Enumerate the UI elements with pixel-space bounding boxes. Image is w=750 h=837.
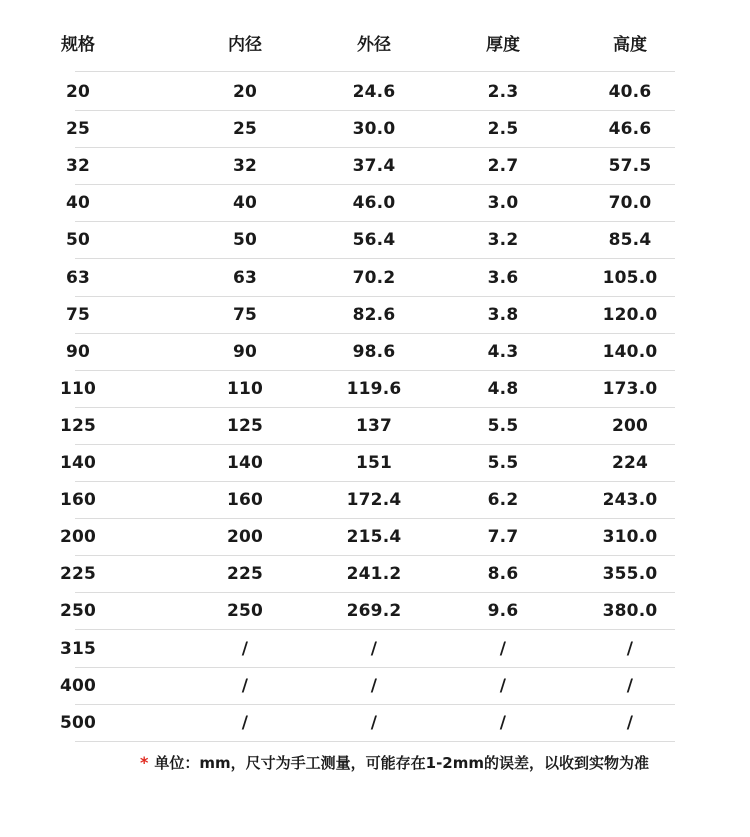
cell-outer-diameter: 56.4: [352, 230, 396, 251]
cell-outer-diameter: 137: [355, 415, 393, 436]
cell-height: 70.0: [608, 193, 652, 214]
cell-spec: 200: [59, 527, 97, 548]
cell-height: 120.0: [602, 304, 658, 325]
cell-thickness: 3.8: [487, 304, 519, 325]
cell-spec: 32: [65, 156, 91, 177]
cell-spec: 25: [65, 119, 91, 140]
cell-height: 173.0: [602, 378, 658, 399]
table-row: [65, 74, 675, 111]
cell-thickness: 8.6: [487, 564, 519, 585]
cell-inner-diameter: 50: [232, 230, 258, 251]
cell-spec: 75: [65, 304, 91, 325]
cell-thickness: 2.5: [487, 119, 519, 140]
cell-inner-diameter: 250: [226, 601, 264, 622]
cell-height: /: [626, 638, 634, 659]
cell-outer-diameter: 119.6: [346, 378, 402, 399]
cell-spec: 400: [59, 675, 97, 696]
cell-outer-diameter: /: [370, 675, 378, 696]
cell-thickness: 3.6: [487, 267, 519, 288]
cell-spec: 90: [65, 341, 91, 362]
table-row: [65, 260, 675, 297]
header-spec: 规格: [61, 35, 95, 55]
cell-spec: 20: [65, 82, 91, 102]
cell-height: /: [626, 675, 634, 696]
table-row: [59, 408, 675, 445]
cell-thickness: /: [499, 638, 507, 659]
cell-height: 57.5: [608, 156, 652, 177]
cell-thickness: 3.0: [487, 193, 519, 214]
table-row: [65, 111, 675, 148]
table-row: [65, 222, 675, 259]
cell-inner-diameter: 63: [232, 267, 258, 288]
cell-height: 380.0: [602, 601, 658, 622]
cell-outer-diameter: /: [370, 638, 378, 659]
cell-outer-diameter: 151: [355, 453, 393, 473]
cell-spec: 140: [59, 453, 97, 473]
cell-height: 200: [611, 415, 649, 436]
table-row: [65, 297, 675, 334]
cell-spec: 63: [65, 267, 91, 288]
cell-outer-diameter: 24.6: [352, 82, 396, 102]
cell-height: 105.0: [602, 267, 658, 288]
table-row: [59, 371, 675, 408]
cell-thickness: 2.3: [487, 82, 519, 102]
cell-thickness: 7.7: [487, 527, 519, 548]
cell-inner-diameter: 90: [232, 341, 258, 362]
cell-spec: 250: [59, 601, 97, 622]
header-inner-diameter: 内径: [228, 35, 262, 55]
cell-outer-diameter: 70.2: [352, 267, 396, 288]
cell-outer-diameter: 172.4: [346, 490, 402, 511]
cell-inner-diameter: 20: [232, 82, 258, 102]
cell-outer-diameter: /: [370, 712, 378, 733]
table-row: [59, 519, 675, 556]
cell-thickness: 6.2: [487, 490, 519, 511]
cell-inner-diameter: 25: [232, 119, 258, 140]
cell-height: /: [626, 712, 634, 733]
table-header-row: [61, 0, 675, 72]
cell-inner-diameter: /: [241, 675, 249, 696]
cell-height: 224: [611, 453, 649, 473]
cell-height: 243.0: [602, 490, 658, 511]
table-row: [59, 593, 675, 630]
cell-outer-diameter: 98.6: [352, 341, 396, 362]
cell-inner-diameter: 225: [226, 564, 264, 585]
cell-height: 140.0: [602, 341, 658, 362]
cell-inner-diameter: 75: [232, 304, 258, 325]
cell-height: 85.4: [608, 230, 652, 251]
cell-thickness: /: [499, 712, 507, 733]
cell-spec: 500: [59, 712, 97, 733]
cell-inner-diameter: 110: [226, 378, 264, 399]
cell-thickness: 3.2: [487, 230, 519, 251]
cell-outer-diameter: 269.2: [346, 601, 402, 622]
cell-inner-diameter: 140: [226, 453, 264, 473]
cell-thickness: 2.7: [487, 156, 519, 177]
table-row: [59, 631, 675, 668]
table-row: [59, 668, 675, 705]
cell-inner-diameter: 32: [232, 156, 258, 177]
cell-thickness: 9.6: [487, 601, 519, 622]
cell-height: 46.6: [608, 119, 652, 140]
cell-inner-diameter: 125: [226, 415, 264, 436]
note-text: 单位：mm，尺寸为手工测量，可能存在1-2mm的误差，以收到实物为准: [154, 753, 649, 772]
cell-spec: 125: [59, 415, 97, 436]
table-row: [59, 482, 675, 519]
cell-spec: 160: [59, 490, 97, 511]
cell-height: 310.0: [602, 527, 658, 548]
cell-height: 40.6: [608, 82, 652, 102]
cell-outer-diameter: 241.2: [346, 564, 402, 585]
cell-thickness: 5.5: [487, 453, 519, 473]
cell-spec: 225: [59, 564, 97, 585]
table-row: [59, 705, 675, 742]
cell-outer-diameter: 82.6: [352, 304, 396, 325]
table-row: [65, 334, 675, 371]
table-row: [65, 148, 675, 185]
cell-outer-diameter: 215.4: [346, 527, 402, 548]
cell-inner-diameter: 160: [226, 490, 264, 511]
table-row: [59, 445, 675, 482]
cell-inner-diameter: 200: [226, 527, 264, 548]
cell-inner-diameter: 40: [232, 193, 258, 214]
cell-thickness: 4.8: [487, 378, 519, 399]
header-outer-diameter: 外径: [357, 35, 391, 55]
cell-thickness: 4.3: [487, 341, 519, 362]
table-row: [59, 556, 675, 593]
cell-inner-diameter: /: [241, 638, 249, 659]
header-height: 高度: [613, 35, 647, 55]
cell-outer-diameter: 30.0: [352, 119, 396, 140]
table-row: [65, 185, 675, 222]
cell-spec: 50: [65, 230, 91, 251]
cell-spec: 110: [59, 378, 97, 399]
note-star: *: [140, 752, 149, 772]
cell-height: 355.0: [602, 564, 658, 585]
cell-thickness: 5.5: [487, 415, 519, 436]
cell-thickness: /: [499, 675, 507, 696]
cell-outer-diameter: 46.0: [352, 193, 396, 214]
measurement-note: [140, 748, 680, 776]
header-thickness: 厚度: [486, 35, 520, 55]
cell-inner-diameter: /: [241, 712, 249, 733]
cell-outer-diameter: 37.4: [352, 156, 396, 177]
cell-spec: 40: [65, 193, 91, 214]
cell-spec: 315: [59, 638, 97, 659]
